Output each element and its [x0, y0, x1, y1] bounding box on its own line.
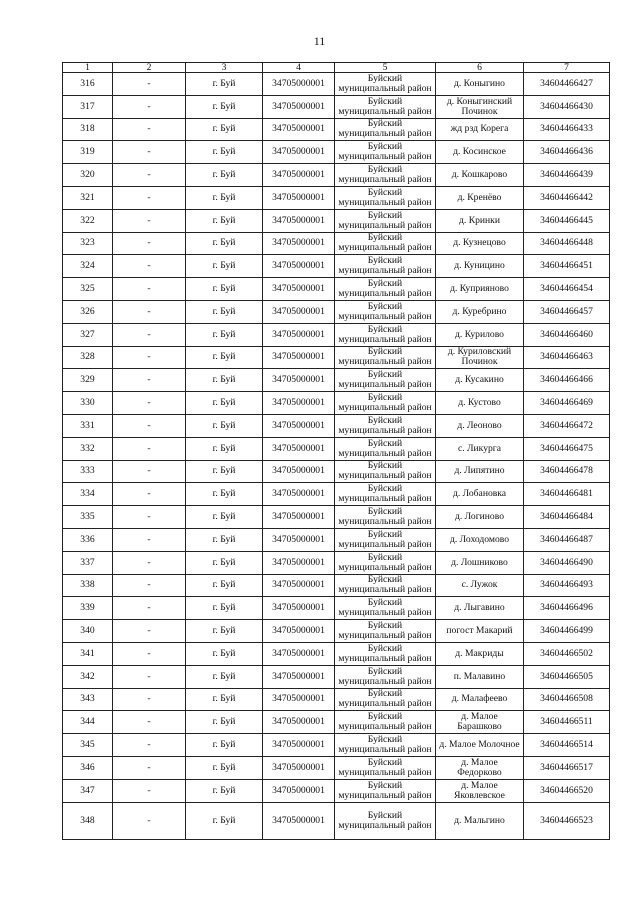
table-row: [63, 300, 610, 323]
column-2-cell: -: [113, 688, 186, 711]
settlement-cell: д. Малафеево: [436, 688, 524, 711]
settlement-cell: жд рзд Корега: [436, 118, 524, 141]
settlement-cell: д. Леоново: [436, 414, 524, 437]
city-cell: г. Буй: [186, 620, 263, 643]
settlement-cell: д. Логиново: [436, 506, 524, 529]
table-row: [63, 392, 610, 415]
settlement-cell: д. Кренёво: [436, 186, 524, 209]
city-cell: г. Буй: [186, 73, 263, 96]
column-2-cell: -: [113, 665, 186, 688]
table-row: [63, 483, 610, 506]
district-cell: Буйский муниципальный район: [335, 756, 436, 779]
district-cell: Буйский муниципальный район: [335, 323, 436, 346]
row-number-cell: 334: [63, 483, 113, 506]
settlement-cell: д. Малое Федорково: [436, 756, 524, 779]
column-2-cell: -: [113, 232, 186, 255]
settlement-cell: д. Куницино: [436, 255, 524, 278]
row-number-cell: 346: [63, 756, 113, 779]
oktmo-city-code-cell: 34705000001: [263, 164, 335, 187]
table-row: [63, 574, 610, 597]
settlement-code-cell: 34604466454: [524, 278, 610, 301]
oktmo-city-code-cell: 34705000001: [263, 141, 335, 164]
row-number-cell: 333: [63, 460, 113, 483]
district-cell: Буйский муниципальный район: [335, 369, 436, 392]
city-cell: г. Буй: [186, 756, 263, 779]
oktmo-city-code-cell: 34705000001: [263, 278, 335, 301]
city-cell: г. Буй: [186, 574, 263, 597]
settlement-cell: с. Ликурга: [436, 437, 524, 460]
city-cell: г. Буй: [186, 802, 263, 839]
city-cell: г. Буй: [186, 506, 263, 529]
settlement-cell: д. Макриды: [436, 642, 524, 665]
table-row: [63, 346, 610, 369]
oktmo-city-code-cell: 34705000001: [263, 392, 335, 415]
settlement-code-cell: 34604466433: [524, 118, 610, 141]
district-cell: Буйский муниципальный район: [335, 300, 436, 323]
city-cell: г. Буй: [186, 186, 263, 209]
settlement-cell: п. Малавино: [436, 665, 524, 688]
settlement-code-cell: 34604466427: [524, 73, 610, 96]
oktmo-city-code-cell: 34705000001: [263, 186, 335, 209]
oktmo-city-code-cell: 34705000001: [263, 414, 335, 437]
settlement-code-cell: 34604466436: [524, 141, 610, 164]
row-number-cell: 339: [63, 597, 113, 620]
district-cell: Буйский муниципальный район: [335, 688, 436, 711]
settlement-code-cell: 34604466484: [524, 506, 610, 529]
settlement-cell: д. Курилово: [436, 323, 524, 346]
row-number-cell: 340: [63, 620, 113, 643]
settlement-cell: д. Кусакино: [436, 369, 524, 392]
district-cell: Буйский муниципальный район: [335, 164, 436, 187]
table-row: [63, 756, 610, 779]
oktmo-city-code-cell: 34705000001: [263, 95, 335, 118]
column-2-cell: -: [113, 141, 186, 164]
city-cell: г. Буй: [186, 95, 263, 118]
table-row: [63, 437, 610, 460]
row-number-cell: 342: [63, 665, 113, 688]
settlement-cell: д. Коныгино: [436, 73, 524, 96]
city-cell: г. Буй: [186, 369, 263, 392]
district-cell: Буйский муниципальный район: [335, 483, 436, 506]
row-number-cell: 320: [63, 164, 113, 187]
settlement-code-cell: 34604466508: [524, 688, 610, 711]
city-cell: г. Буй: [186, 734, 263, 757]
settlement-code-cell: 34604466520: [524, 779, 610, 802]
district-cell: Буйский муниципальный район: [335, 73, 436, 96]
oktmo-city-code-cell: 34705000001: [263, 665, 335, 688]
column-2-cell: -: [113, 756, 186, 779]
row-number-cell: 321: [63, 186, 113, 209]
row-number-cell: 323: [63, 232, 113, 255]
row-number-cell: 348: [63, 802, 113, 839]
table-row: [63, 209, 610, 232]
settlement-cell: д. Малое Молочное: [436, 734, 524, 757]
column-2-cell: -: [113, 460, 186, 483]
table-row: [63, 528, 610, 551]
table-row: [63, 255, 610, 278]
row-number-cell: 347: [63, 779, 113, 802]
district-cell: Буйский муниципальный район: [335, 278, 436, 301]
oktmo-city-code-cell: 34705000001: [263, 346, 335, 369]
table-row: [63, 620, 610, 643]
column-2-cell: -: [113, 73, 186, 96]
settlement-code-cell: 34604466478: [524, 460, 610, 483]
column-2-cell: -: [113, 300, 186, 323]
row-number-cell: 331: [63, 414, 113, 437]
table-row: [63, 551, 610, 574]
row-number-cell: 316: [63, 73, 113, 96]
table-row: [63, 711, 610, 734]
oktmo-city-code-cell: 34705000001: [263, 620, 335, 643]
oktmo-city-code-cell: 34705000001: [263, 779, 335, 802]
row-number-cell: 325: [63, 278, 113, 301]
settlement-cell: д. Куприяново: [436, 278, 524, 301]
table-row: [63, 186, 610, 209]
settlement-code-cell: 34604466499: [524, 620, 610, 643]
oktmo-city-code-cell: 34705000001: [263, 551, 335, 574]
district-cell: Буйский муниципальный район: [335, 392, 436, 415]
row-number-cell: 326: [63, 300, 113, 323]
settlement-cell: д. Кустово: [436, 392, 524, 415]
district-cell: Буйский муниципальный район: [335, 711, 436, 734]
column-2-cell: -: [113, 551, 186, 574]
column-2-cell: -: [113, 506, 186, 529]
settlement-cell: д. Малое Барашково: [436, 711, 524, 734]
district-cell: Буйский муниципальный район: [335, 346, 436, 369]
oktmo-city-code-cell: 34705000001: [263, 734, 335, 757]
register-table: [62, 62, 610, 840]
city-cell: г. Буй: [186, 779, 263, 802]
column-2-cell: -: [113, 802, 186, 839]
column-2-cell: -: [113, 483, 186, 506]
column-2-cell: -: [113, 186, 186, 209]
district-cell: Буйский муниципальный район: [335, 779, 436, 802]
city-cell: г. Буй: [186, 300, 263, 323]
settlement-code-cell: 34604466469: [524, 392, 610, 415]
oktmo-city-code-cell: 34705000001: [263, 483, 335, 506]
settlement-code-cell: 34604466445: [524, 209, 610, 232]
settlement-code-cell: 34604466502: [524, 642, 610, 665]
column-2-cell: -: [113, 392, 186, 415]
settlement-code-cell: 34604466487: [524, 528, 610, 551]
settlement-cell: д. Куребрино: [436, 300, 524, 323]
table-row: [63, 323, 610, 346]
district-cell: Буйский муниципальный район: [335, 95, 436, 118]
row-number-cell: 318: [63, 118, 113, 141]
settlement-code-cell: 34604466430: [524, 95, 610, 118]
row-number-cell: 332: [63, 437, 113, 460]
column-header: 6: [436, 63, 524, 73]
oktmo-city-code-cell: 34705000001: [263, 756, 335, 779]
oktmo-city-code-cell: 34705000001: [263, 255, 335, 278]
district-cell: Буйский муниципальный район: [335, 665, 436, 688]
table-row: [63, 164, 610, 187]
settlement-cell: д. Малое Яковлевское: [436, 779, 524, 802]
city-cell: г. Буй: [186, 141, 263, 164]
district-cell: Буйский муниципальный район: [335, 551, 436, 574]
district-cell: Буйский муниципальный район: [335, 642, 436, 665]
column-2-cell: -: [113, 574, 186, 597]
city-cell: г. Буй: [186, 642, 263, 665]
oktmo-city-code-cell: 34705000001: [263, 323, 335, 346]
column-2-cell: -: [113, 95, 186, 118]
table-row: [63, 141, 610, 164]
table-row: [63, 278, 610, 301]
oktmo-city-code-cell: 34705000001: [263, 437, 335, 460]
column-header: 5: [335, 63, 436, 73]
settlement-cell: погост Макарий: [436, 620, 524, 643]
settlement-cell: д. Лыгавино: [436, 597, 524, 620]
district-cell: Буйский муниципальный район: [335, 118, 436, 141]
row-number-cell: 337: [63, 551, 113, 574]
oktmo-city-code-cell: 34705000001: [263, 597, 335, 620]
column-2-cell: -: [113, 164, 186, 187]
oktmo-city-code-cell: 34705000001: [263, 574, 335, 597]
settlement-code-cell: 34604466442: [524, 186, 610, 209]
column-header: 1: [63, 63, 113, 73]
column-2-cell: -: [113, 118, 186, 141]
settlement-cell: д. Кузнецово: [436, 232, 524, 255]
row-number-cell: 345: [63, 734, 113, 757]
settlement-code-cell: 34604466496: [524, 597, 610, 620]
row-number-cell: 338: [63, 574, 113, 597]
settlement-cell: д. Кринки: [436, 209, 524, 232]
city-cell: г. Буй: [186, 597, 263, 620]
settlement-code-cell: 34604466514: [524, 734, 610, 757]
city-cell: г. Буй: [186, 255, 263, 278]
district-cell: Буйский муниципальный район: [335, 209, 436, 232]
table-row: [63, 597, 610, 620]
settlement-cell: с. Лужок: [436, 574, 524, 597]
row-number-cell: 324: [63, 255, 113, 278]
settlement-code-cell: 34604466451: [524, 255, 610, 278]
table-row: [63, 414, 610, 437]
city-cell: г. Буй: [186, 460, 263, 483]
city-cell: г. Буй: [186, 278, 263, 301]
column-2-cell: -: [113, 620, 186, 643]
row-number-cell: 327: [63, 323, 113, 346]
oktmo-city-code-cell: 34705000001: [263, 118, 335, 141]
page-number: 11: [313, 34, 326, 48]
column-2-cell: -: [113, 528, 186, 551]
row-number-cell: 330: [63, 392, 113, 415]
district-cell: Буйский муниципальный район: [335, 232, 436, 255]
table-row: [63, 779, 610, 802]
city-cell: г. Буй: [186, 688, 263, 711]
city-cell: г. Буй: [186, 528, 263, 551]
settlement-code-cell: 34604466511: [524, 711, 610, 734]
district-cell: Буйский муниципальный район: [335, 255, 436, 278]
district-cell: Буйский муниципальный район: [335, 620, 436, 643]
column-2-cell: -: [113, 711, 186, 734]
oktmo-city-code-cell: 34705000001: [263, 528, 335, 551]
table-row: [63, 665, 610, 688]
district-cell: Буйский муниципальный район: [335, 141, 436, 164]
settlement-code-cell: 34604466457: [524, 300, 610, 323]
settlement-code-cell: 34604466481: [524, 483, 610, 506]
oktmo-city-code-cell: 34705000001: [263, 73, 335, 96]
table-row: [63, 232, 610, 255]
column-header: 7: [524, 63, 610, 73]
column-2-cell: -: [113, 597, 186, 620]
district-cell: Буйский муниципальный район: [335, 574, 436, 597]
city-cell: г. Буй: [186, 483, 263, 506]
settlement-code-cell: 34604466517: [524, 756, 610, 779]
city-cell: г. Буй: [186, 346, 263, 369]
district-cell: Буйский муниципальный район: [335, 734, 436, 757]
row-number-cell: 335: [63, 506, 113, 529]
oktmo-city-code-cell: 34705000001: [263, 460, 335, 483]
column-2-cell: -: [113, 642, 186, 665]
oktmo-city-code-cell: 34705000001: [263, 209, 335, 232]
column-2-cell: -: [113, 734, 186, 757]
settlement-cell: д. Лошниково: [436, 551, 524, 574]
city-cell: г. Буй: [186, 164, 263, 187]
row-number-cell: 329: [63, 369, 113, 392]
settlement-cell: д. Куриловский Починок: [436, 346, 524, 369]
settlement-cell: д. Лобановка: [436, 483, 524, 506]
settlement-code-cell: 34604466439: [524, 164, 610, 187]
settlement-cell: д. Кошкарово: [436, 164, 524, 187]
column-header: 4: [263, 63, 335, 73]
settlement-cell: д. Косинское: [436, 141, 524, 164]
oktmo-city-code-cell: 34705000001: [263, 802, 335, 839]
table-row: [63, 460, 610, 483]
city-cell: г. Буй: [186, 209, 263, 232]
column-2-cell: -: [113, 278, 186, 301]
district-cell: Буйский муниципальный район: [335, 597, 436, 620]
oktmo-city-code-cell: 34705000001: [263, 300, 335, 323]
table-row: [63, 95, 610, 118]
settlement-cell: д. Коныгинский Починок: [436, 95, 524, 118]
header-row: [63, 63, 610, 73]
district-cell: Буйский муниципальный район: [335, 802, 436, 839]
city-cell: г. Буй: [186, 392, 263, 415]
row-number-cell: 319: [63, 141, 113, 164]
settlement-cell: д. Мальгино: [436, 802, 524, 839]
settlement-cell: д. Липятино: [436, 460, 524, 483]
column-2-cell: -: [113, 779, 186, 802]
city-cell: г. Буй: [186, 414, 263, 437]
city-cell: г. Буй: [186, 118, 263, 141]
column-2-cell: -: [113, 209, 186, 232]
oktmo-city-code-cell: 34705000001: [263, 506, 335, 529]
column-2-cell: -: [113, 369, 186, 392]
settlement-code-cell: 34604466448: [524, 232, 610, 255]
column-header: 2: [113, 63, 186, 73]
table-row: [63, 506, 610, 529]
city-cell: г. Буй: [186, 551, 263, 574]
settlement-code-cell: 34604466472: [524, 414, 610, 437]
table-row: [63, 73, 610, 96]
table-row: [63, 688, 610, 711]
row-number-cell: 344: [63, 711, 113, 734]
city-cell: г. Буй: [186, 232, 263, 255]
column-2-cell: -: [113, 323, 186, 346]
settlement-code-cell: 34604466493: [524, 574, 610, 597]
oktmo-city-code-cell: 34705000001: [263, 232, 335, 255]
table-row: [63, 369, 610, 392]
settlement-code-cell: 34604466460: [524, 323, 610, 346]
city-cell: г. Буй: [186, 323, 263, 346]
oktmo-city-code-cell: 34705000001: [263, 642, 335, 665]
row-number-cell: 336: [63, 528, 113, 551]
oktmo-city-code-cell: 34705000001: [263, 711, 335, 734]
table-row: [63, 802, 610, 839]
settlement-code-cell: 34604466523: [524, 802, 610, 839]
city-cell: г. Буй: [186, 665, 263, 688]
district-cell: Буйский муниципальный район: [335, 414, 436, 437]
row-number-cell: 317: [63, 95, 113, 118]
table-row: [63, 734, 610, 757]
oktmo-city-code-cell: 34705000001: [263, 369, 335, 392]
district-cell: Буйский муниципальный район: [335, 528, 436, 551]
city-cell: г. Буй: [186, 711, 263, 734]
table-row: [63, 118, 610, 141]
column-2-cell: -: [113, 437, 186, 460]
column-header: 3: [186, 63, 263, 73]
row-number-cell: 343: [63, 688, 113, 711]
row-number-cell: 341: [63, 642, 113, 665]
settlement-code-cell: 34604466490: [524, 551, 610, 574]
column-2-cell: -: [113, 346, 186, 369]
row-number-cell: 322: [63, 209, 113, 232]
oktmo-city-code-cell: 34705000001: [263, 688, 335, 711]
district-cell: Буйский муниципальный район: [335, 460, 436, 483]
column-2-cell: -: [113, 255, 186, 278]
district-cell: Буйский муниципальный район: [335, 506, 436, 529]
district-cell: Буйский муниципальный район: [335, 437, 436, 460]
table-row: [63, 642, 610, 665]
settlement-code-cell: 34604466466: [524, 369, 610, 392]
row-number-cell: 328: [63, 346, 113, 369]
district-cell: Буйский муниципальный район: [335, 186, 436, 209]
column-2-cell: -: [113, 414, 186, 437]
settlement-code-cell: 34604466463: [524, 346, 610, 369]
settlement-cell: д. Лоходомово: [436, 528, 524, 551]
settlement-code-cell: 34604466505: [524, 665, 610, 688]
city-cell: г. Буй: [186, 437, 263, 460]
settlement-code-cell: 34604466475: [524, 437, 610, 460]
